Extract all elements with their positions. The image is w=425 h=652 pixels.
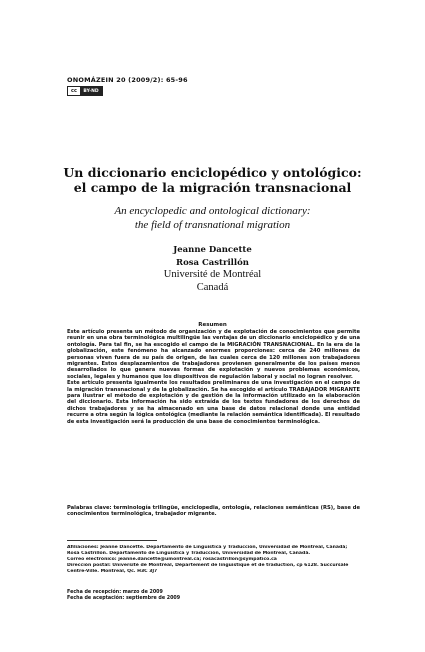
dates — [67, 590, 367, 602]
email-line: Correo electrónico: jeanne.dancette@umontreal.ca; rosacastrillon@sympatico.ca — [67, 557, 277, 562]
affiliation-line: Rosa Castrillón. Departamento de Lingüística y Traducción, Universidad de Montreal, Canadá. — [67, 551, 311, 556]
keywords: Palabras clave: terminología trilingüe, enciclopedia, ontología, relaciones semánticas (RS), base de conocimientos terminológica, trabajador migrante. — [67, 505, 360, 518]
address-line: Centre-Ville. Montreal, Qc. H3C 3J7 — [67, 569, 158, 574]
received-date: Fecha de recepción: marzo de 2009 — [67, 590, 163, 595]
address-line: Dirección postal: Université de Montréal, Département de linguistique et de traduction, cp 6128. Succursale — [67, 563, 349, 568]
english-title-line-2: the field of transnational migration — [134, 219, 291, 231]
author-1: Jeanne Dancette — [173, 245, 252, 255]
cc-icon: cc — [68, 87, 80, 95]
author-2: Rosa Castrillón — [176, 257, 249, 268]
affiliations — [67, 545, 367, 575]
license-label: BY-ND — [80, 87, 102, 95]
institution: Université de Montréal — [163, 269, 262, 280]
affiliation-line: Afiliaciones: Jeanne Dancette. Departamento de Lingüística y Traducción, Universidad de Montreal, Canadá; — [67, 545, 348, 550]
abstract-body — [67, 329, 360, 425]
english-title-line-1: An encyclopedic and ontological dictionary: — [114, 205, 311, 217]
accepted-date: Fecha de aceptación: septiembre de 2009 — [67, 596, 181, 601]
abstract-paragraph-2: Este artículo presenta igualmente los resultados preliminares de una investigación en el campo de la migración transnacional y de la globalización. Se ha escogido el artículo TRABAJADOR MIGRANTE para ilustrar el método de explotación y de gestión de la información utilizado en la elaboración del diccionario. Esta información ha sido extraída de los textos fundadores de los derechos de dichos trabajadores y se ha almacenado en una base de datos relacional donde una entidad recurre a otra según la lógica ontológica (mediante la relación semántica identificada). El resultado de esta investigación será la producción de una base de conocimientos terminológica. — [67, 380, 360, 425]
cc-license-badge[interactable] — [67, 86, 103, 96]
title-line-2: el campo de la migración transnacional — [73, 180, 352, 195]
author-block — [60, 244, 365, 294]
abstract-paragraph-1: Este artículo presenta un método de organización y de explotación de conocimientos que permite reunir en una obra terminológica multilingüe las ventajas de un diccionario enciclopédico y de una ontología. Para tal fin, se ha escogido el campo de la MIGRACIÓN TRANSNACIONAL. En la era de la globalización, este fenómeno ha alcanzado enormes proporciones: cerca de 240 millones de personas viven fuera de su país de origen, de las cuales cerca de 120 millones son trabajadores migrantes. Estos desplazamientos de trabajadores provienen generalmente de los países menos desarrollados lo que genera nuevas formas de explotación y nuevos problemas económicos, sociales, legales y humanos que los dispositivos de regulación laboral y social no logran resolver. — [67, 329, 360, 380]
footnote-divider — [67, 540, 157, 541]
paper-title — [60, 165, 365, 195]
abstract-heading: Resumen — [198, 322, 227, 328]
title-line-1: Un diccionario enciclopédico y ontológico: — [63, 165, 362, 180]
journal-reference: ONOMÁZEIN 20 (2009/2): 65-96 — [67, 76, 188, 84]
english-title — [60, 204, 365, 232]
country: Canadá — [196, 281, 229, 293]
